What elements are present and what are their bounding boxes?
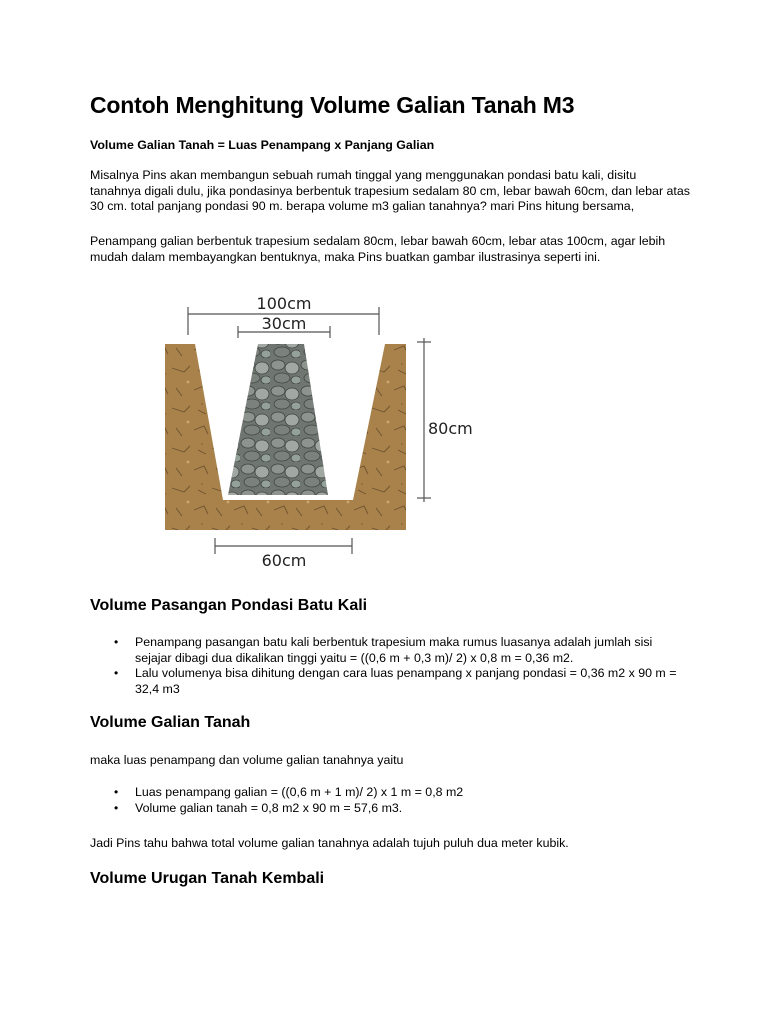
paragraph-intro: Misalnya Pins akan membangun sebuah rumah tinggal yang menggunakan pondasi batu kali, disitu tanahnya digali dulu, jika pondasinya berbentuk trapesium sedalam 80 cm, lebar bawah 60cm, dan lebar atas 30 cm. total panjang pondasi 90 m. berapa volume m3 galian tanahnya? mari Pins hitung bersama,	[90, 168, 690, 213]
page-title: Contoh Menghitung Volume Galian Tanah M3	[90, 92, 575, 118]
paragraph-excavation-intro: maka luas penampang dan volume galian tanahnya yaitu	[90, 753, 404, 767]
list-item: • Volume galian tanah = 0,8 m2 x 90 m = 57,6 m3.	[90, 801, 690, 817]
dimension-label-top-inner: 30cm	[261, 314, 307, 333]
section-heading-backfill: Volume Urugan Tanah Kembali	[90, 870, 325, 887]
dimension-label-depth: 80cm	[428, 419, 473, 438]
list-excavation	[90, 785, 690, 816]
list-item: • Luas penampang galian = ((0,6 m + 1 m)/ 2) x 1 m = 0,8 m2	[90, 785, 690, 801]
list-item: • Lalu volumenya bisa dihitung dengan cara luas penampang x panjang pondasi = 0,36 m2 x 90 m = 32,4 m3	[90, 666, 690, 697]
dimension-label-top-outer: 100cm	[256, 294, 312, 313]
list-foundation	[90, 635, 690, 697]
paragraph-conclusion: Jadi Pins tahu bahwa total volume galian tanahnya adalah tujuh puluh dua meter kubik.	[90, 836, 569, 850]
paragraph-cross-section: Penampang galian berbentuk trapesium sedalam 80cm, lebar bawah 60cm, lebar atas 100cm, agar lebih mudah dalam membayangkan bentuknya, maka Pins buatkan gambar ilustrasinya seperti ini.	[90, 234, 666, 264]
excavation-illustration	[90, 280, 482, 580]
section-heading-foundation: Volume Pasangan Pondasi Batu Kali	[90, 597, 368, 614]
formula-text: Volume Galian Tanah = Luas Penampang x Panjang Galian	[90, 138, 435, 152]
section-heading-excavation: Volume Galian Tanah	[90, 714, 251, 731]
dimension-label-bottom: 60cm	[261, 551, 307, 570]
list-item: • Penampang pasangan batu kali berbentuk trapesium maka rumus luasanya adalah jumlah sisi sejajar dibagi dua dikalikan tinggi yaitu = ((0,6 m + 0,3 m)/ 2) x 0,8 m = 0,36 m2.	[90, 635, 690, 666]
